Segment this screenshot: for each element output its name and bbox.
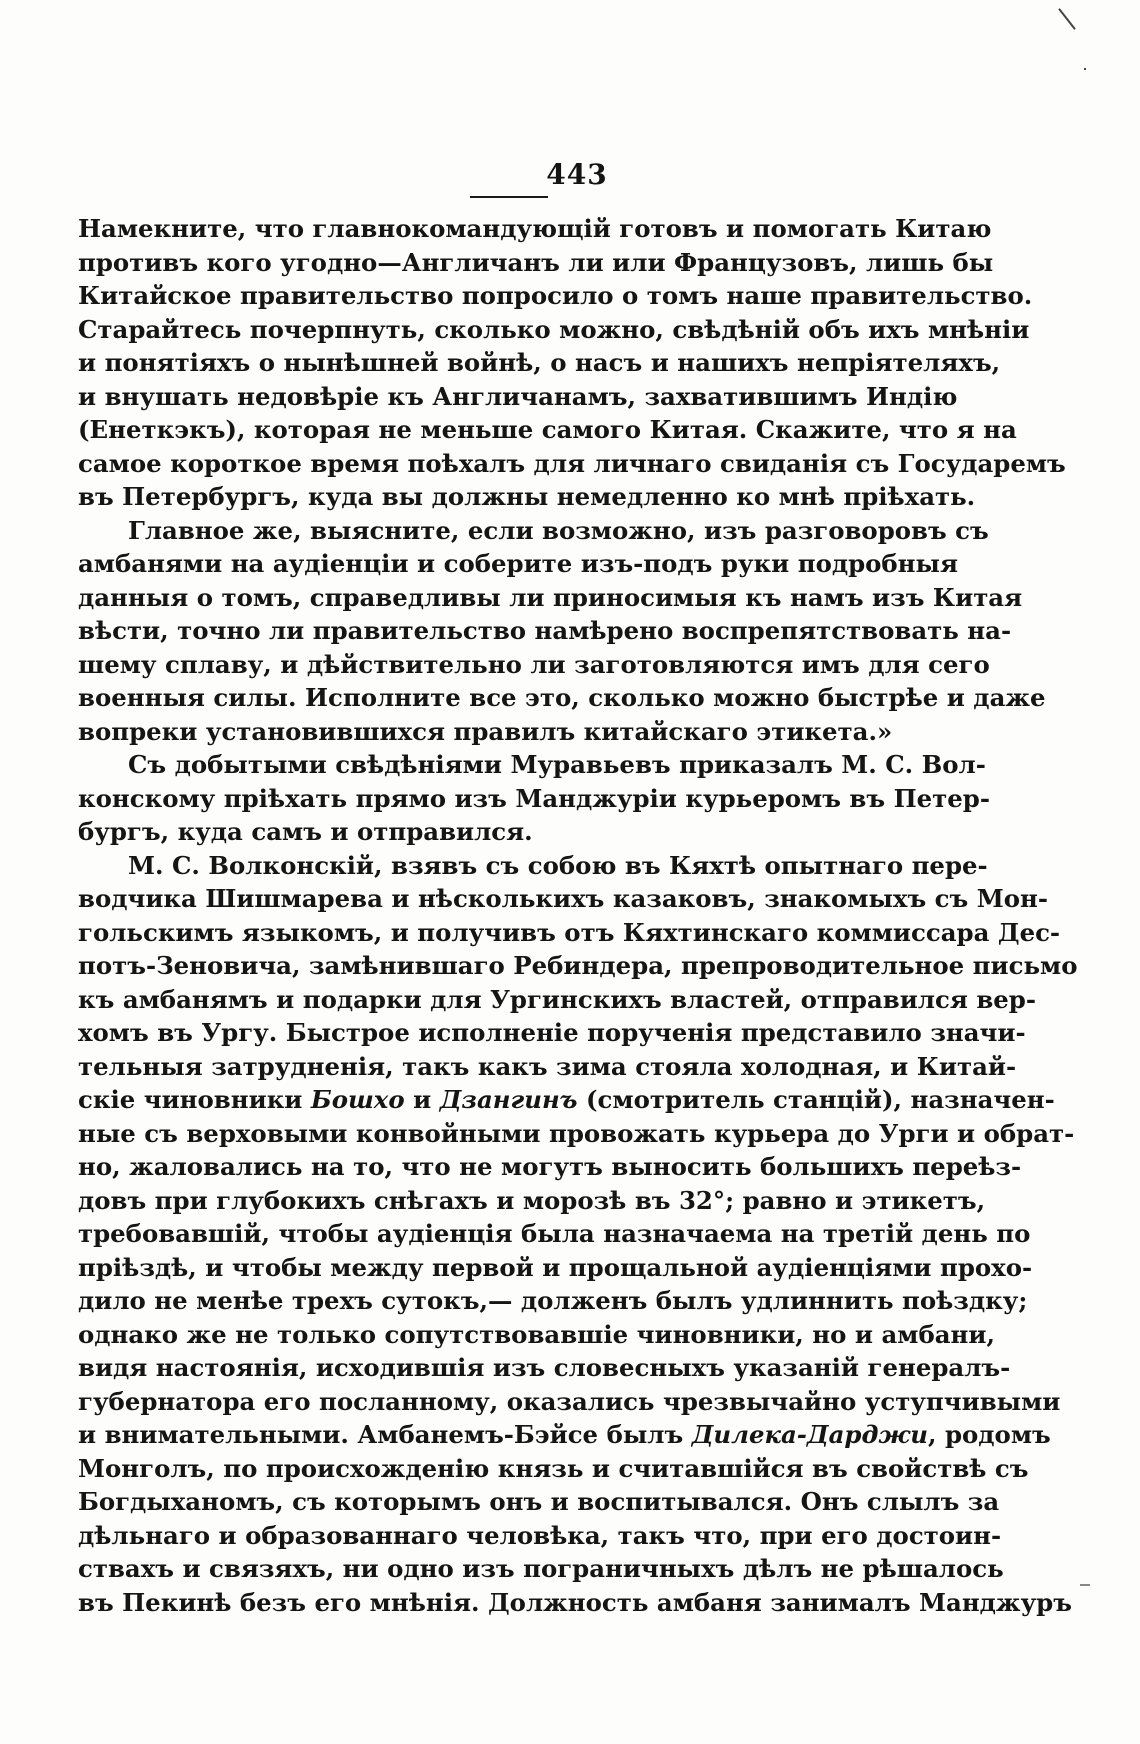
text-line: Съ добытыми свѣдѣніями Муравьевъ приказалъ М. С. Вол- bbox=[128, 750, 986, 779]
text-line: довъ при глубокихъ снѣгахъ и морозѣ въ 32°; равно и этикетъ, bbox=[78, 1185, 986, 1215]
header-rule bbox=[470, 196, 548, 198]
text-line: пріѣздѣ, и чтобы между первой и прощальной аудіенціями прохо- bbox=[78, 1252, 1033, 1282]
text-line: ствахъ и связяхъ, ни одно изъ пограничныхъ дѣлъ не рѣшалось bbox=[78, 1554, 1004, 1583]
paragraph bbox=[78, 748, 990, 849]
text-line: Старайтесь почерпнуть, сколько можно, свѣдѣній объ ихъ мнѣніи bbox=[78, 314, 1030, 344]
italic-name: Дилека-Дарджи bbox=[691, 1420, 928, 1449]
text-line: бургъ, куда самъ и отправился. bbox=[78, 817, 533, 846]
text-line: шему сплаву, и дѣйствительно ли заготовляются имъ для сего bbox=[78, 649, 990, 679]
italic-name: Дзангинъ bbox=[439, 1085, 578, 1114]
text-line: противъ кого угодно—Англичанъ ли или Французовъ, лишь бы bbox=[78, 247, 994, 277]
text-line: (Енеткэкъ), которая не меньше самого Китая. Скажите, что я на bbox=[78, 415, 1017, 444]
text-line: вѣсти, точно ли правительство намѣрено воспрепятствовать на- bbox=[78, 616, 1012, 645]
text-line: въ Пекинѣ безъ его мнѣнія. Должность амбаня занималъ Манджуръ bbox=[78, 1587, 1072, 1617]
text-line: Богдыханомъ, съ которымъ онъ и воспитывался. Онъ слылъ за bbox=[78, 1487, 1000, 1516]
text-line: М. С. Волконскій, взявъ съ собою въ Кяхтѣ опытнаго пере- bbox=[128, 850, 988, 880]
text-line: тельныя затрудненія, такъ какъ зима стояла холодная, и Китай- bbox=[78, 1051, 1017, 1081]
scan-speck bbox=[1080, 1584, 1090, 1586]
text-line: въ Петербургъ, куда вы должны немедленно ко мнѣ пріѣхать. bbox=[78, 482, 976, 511]
text-line: Монголъ, по происхожденію князь и считавшійся въ свойствѣ съ bbox=[78, 1453, 1029, 1483]
text-line: губернатора его посланному, оказались чрезвычайно уступчивыми bbox=[78, 1386, 1061, 1416]
paragraph bbox=[78, 514, 1046, 749]
text-line: ные съ верховыми конвойными провожать курьера до Урги и обрат- bbox=[78, 1118, 1075, 1148]
text-line: вопреки установившихся правилъ китайскаго этикета.» bbox=[78, 716, 893, 746]
text-line: водчика Шишмарева и нѣсколькихъ казаковъ, знакомыхъ съ Мон- bbox=[78, 884, 1048, 913]
text-line: гольскимъ языкомъ, и получивъ отъ Кяхтинскаго коммиссара Дес- bbox=[78, 917, 1061, 947]
text-line: Намекните, что главнокомандующій готовъ и помогать Китаю bbox=[78, 214, 992, 243]
text-line: самое короткое время поѣхалъ для личнаго свиданія съ Государемъ bbox=[78, 448, 1066, 478]
text-line: амбанями на аудіенціи и соберите изъ-подъ руки подробныя bbox=[78, 549, 959, 578]
text-line: къ амбанямъ и подарки для Ургинскихъ властей, отправился вер- bbox=[78, 984, 1036, 1014]
text-line: Главное же, выясните, если возможно, изъ разговоровъ съ bbox=[128, 515, 989, 545]
scan-mark bbox=[1058, 8, 1076, 30]
text-line: хомъ въ Ургу. Быстрое исполненіе порученія представило значи- bbox=[78, 1018, 1026, 1047]
italic-name: Бошхо bbox=[310, 1085, 405, 1114]
page-number: 443 bbox=[546, 158, 608, 191]
page-header bbox=[0, 158, 1140, 191]
text-line: потъ-Зеновича, замѣнившаго Ребиндера, препроводительное письмо bbox=[78, 951, 1078, 980]
text-line: однако же не только сопутствовавшіе чиновники, но и амбани, bbox=[78, 1319, 995, 1349]
text-line: но, жаловались на то, что не могутъ выносить большихъ переѣз- bbox=[78, 1152, 1022, 1181]
text-line: требовавшій, чтобы аудіенція была назначаема на третій день по bbox=[78, 1219, 1031, 1248]
text-line: конскому пріѣхать прямо изъ Манджуріи курьеромъ въ Петер- bbox=[78, 783, 990, 813]
paragraph bbox=[78, 212, 1066, 514]
text-line: Китайское правительство попросило о томъ наше правительство. bbox=[78, 281, 1033, 310]
text-line: военныя силы. Исполните все это, сколько можно быстрѣе и даже bbox=[78, 683, 1046, 712]
text-line: видя настоянія, исходившія изъ словесныхъ указаній генералъ- bbox=[78, 1353, 1011, 1382]
text-line: и внушать недовѣріе къ Англичанамъ, захватившимъ Индію bbox=[78, 381, 958, 411]
text-line: данныя о томъ, справедливы ли приносимыя къ намъ изъ Китая bbox=[78, 582, 1023, 612]
body-text bbox=[78, 212, 1078, 1619]
text-line: дило не менѣе трехъ сутокъ,— долженъ былъ удлиннить поѣздку; bbox=[78, 1286, 1028, 1315]
text-line: дѣльнаго и образованнаго человѣка, такъ что, при его достоин- bbox=[78, 1520, 1002, 1550]
paragraph bbox=[78, 849, 1078, 1620]
text-line: и внимательными. Амбанемъ-Бэйсе былъ Дилека-Дарджи, родомъ bbox=[78, 1420, 1051, 1449]
text-line: и понятіяхъ о нынѣшней войнѣ, о насъ и нашихъ непріятеляхъ, bbox=[78, 348, 1001, 377]
text-line: скіе чиновники Бошхо и Дзангинъ (смотритель станцій), назначен- bbox=[78, 1085, 1055, 1114]
scan-speck bbox=[1084, 68, 1086, 70]
